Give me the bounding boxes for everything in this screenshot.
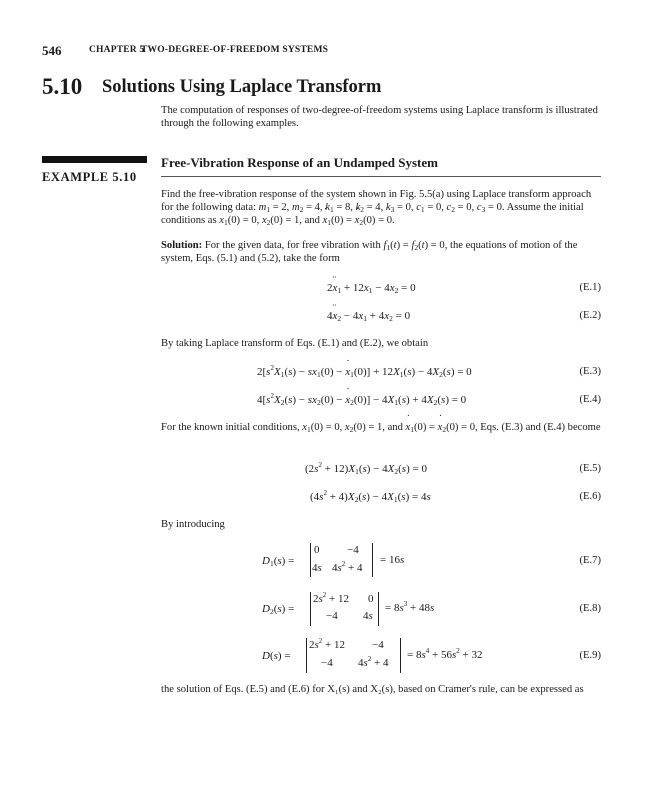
chapter-title: TWO-DEGREE-OF-FREEDOM SYSTEMS bbox=[141, 45, 329, 55]
section-intro: The computation of responses of two-degree-of-freedom systems using Laplace transform is illustrated through the following examples. bbox=[161, 105, 598, 129]
equation-tag-e2: (E.2) bbox=[579, 310, 601, 321]
e8-left-bar bbox=[310, 592, 311, 626]
example-title: Free-Vibration Response of an Undamped System bbox=[161, 155, 438, 170]
e7-r1c2: −4 bbox=[347, 544, 359, 556]
section-title: Solutions Using Laplace Transform bbox=[102, 77, 382, 97]
laplace-text: By taking Laplace transform of Eqs. (E.1) and (E.2), we obtain bbox=[161, 338, 429, 349]
problem-statement: Find the free-vibration response of the system shown in Fig. 5.5(a) using Laplace transform approach for the following data: $m_1 = 2$, $m_2 = 4$, $k_1 = 8$, $k_2 = 4$, $k_3 = 0$, $c_1 = 0$, $c_2 = 0$, $c_3 = 0$. Assume the initial conditions as $x_1(0) = 0$, $x_2(0) = 1$, and x $˙_1(0) = x$ $˙_2(0) = 0$. bbox=[161, 188, 601, 227]
e8-r2c2: 4s bbox=[363, 610, 373, 622]
e9-r1c2: −4 bbox=[372, 639, 384, 651]
equation-tag-e6: (E.6) bbox=[579, 491, 601, 502]
e9-r2c1: −4 bbox=[321, 657, 333, 669]
equation-tag-e3: (E.3) bbox=[579, 366, 601, 377]
chapter-label: CHAPTER 5 bbox=[89, 45, 145, 55]
equation-e7-lhs: $D_1(s)$ = bbox=[262, 555, 295, 568]
cramer-text: the solution of Eqs. (E.5) and (E.6) for X₁(s) and X₂(s), based on Cramer's rule, can be expressed as bbox=[161, 684, 584, 695]
equation-tag-e4: (E.4) bbox=[579, 394, 601, 405]
equation-e8-lhs: $D_2(s)$ = bbox=[262, 603, 295, 616]
e8-rhs: = $8s^3 + 48s$ bbox=[385, 600, 435, 614]
e7-r2c2: $4s^2 + 4$ bbox=[332, 560, 363, 574]
initial-conditions-text: For the known initial conditions, $x_1(0) = 0$, $x_2(0) = 1$, and x $˙_1(0) = x$ $˙_2(0) = 0$, Eqs. (E.3) and (E.4) become bbox=[161, 421, 601, 434]
e8-right-bar bbox=[378, 592, 379, 626]
equation-tag-e5: (E.5) bbox=[579, 463, 601, 474]
e8-r1c1: $2s^2 + 12$ bbox=[313, 591, 349, 605]
equation-e5: $(2s^2 + 12)X_1(s) - 4X_2(s) = 0$ bbox=[305, 461, 427, 476]
equation-tag-e8: (E.8) bbox=[579, 603, 601, 614]
example-rule bbox=[161, 176, 601, 177]
equation-e1: 2x $¨_1 + 12x_1 - 4x_2 = 0$ bbox=[327, 281, 416, 295]
example-label: EXAMPLE 5.10 bbox=[42, 170, 137, 184]
equation-e6: $(4s^2 + 4)X_2(s) - 4X_1(s) = 4s$ bbox=[310, 489, 431, 504]
equation-tag-e9: (E.9) bbox=[579, 650, 601, 661]
e7-rhs: = 16s bbox=[380, 554, 405, 566]
e7-right-bar bbox=[372, 543, 373, 577]
e9-rhs: = $8s^4 + 56s^2 + 32$ bbox=[407, 647, 483, 661]
equation-tag-e1: (E.1) bbox=[579, 282, 601, 293]
e8-r1c2: 0 bbox=[368, 593, 374, 605]
equation-tag-e7: (E.7) bbox=[579, 555, 601, 566]
introducing-text: By introducing bbox=[161, 519, 225, 530]
page-number: 546 bbox=[42, 43, 62, 58]
e9-left-bar bbox=[306, 638, 307, 673]
equation-e3: $2[s^2X_1(s) - sx_1(0) - x$ $˙_1(0)] + 12X_1(s) - 4X_2(s) = 0$ bbox=[257, 365, 472, 379]
e7-r2c1: 4s bbox=[312, 562, 322, 574]
e9-r2c2: $4s^2 + 4$ bbox=[358, 655, 389, 669]
solution-paragraph: Solution: For the given data, for free vibration with $f_1(t) = f_2(t) = 0$, the equations of motion of the system, Eqs. (5.1) and (5.2), take the form bbox=[161, 240, 578, 264]
e7-left-bar bbox=[310, 543, 311, 577]
example-thick-rule bbox=[42, 156, 147, 163]
section-number: 5.10 bbox=[42, 74, 83, 99]
equation-e9-lhs: D(s) = bbox=[262, 650, 291, 662]
solution-label: Solution: bbox=[161, 240, 203, 251]
e7-r1c1: 0 bbox=[314, 544, 320, 556]
e9-r1c1: $2s^2 + 12$ bbox=[309, 637, 345, 651]
e9-right-bar bbox=[400, 638, 401, 673]
equation-e2: 4x $¨_2 - 4x_1 + 4x_2 = 0$ bbox=[327, 309, 410, 323]
equation-e4: $4[s^2X_2(s) - sx_2(0) - x$ $˙_2(0)] - 4X_1(s) + 4X_2(s) = 0$ bbox=[257, 393, 466, 407]
e8-r2c1: −4 bbox=[326, 610, 338, 622]
